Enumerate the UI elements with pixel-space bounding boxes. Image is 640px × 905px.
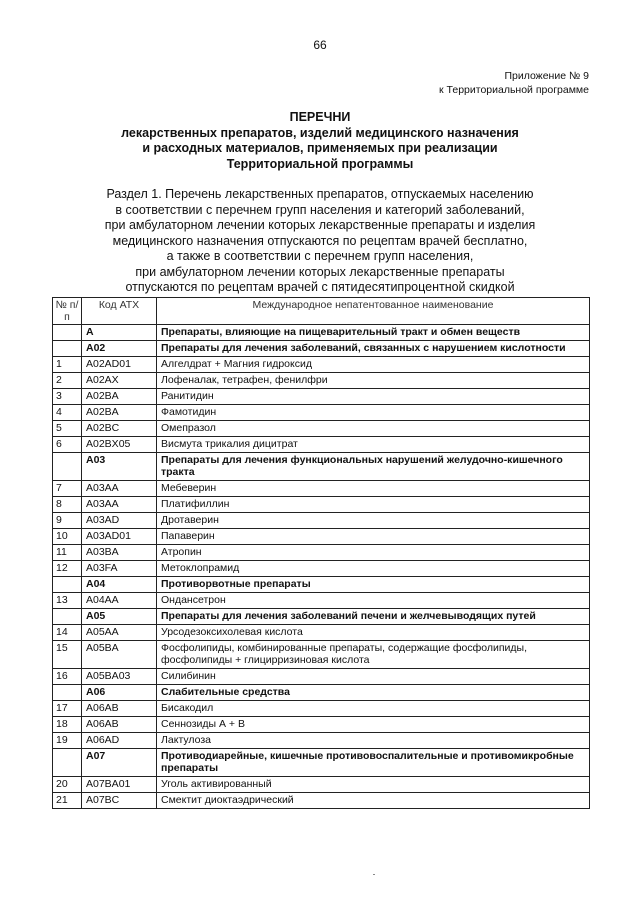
cell-inn-name: Фамотидин — [157, 405, 590, 421]
appendix-note — [439, 69, 589, 97]
section-line-2: в соответствии с перечнем групп населения и категорий заболеваний, — [115, 202, 525, 217]
table-row — [53, 793, 590, 809]
table-row — [53, 405, 590, 421]
table-row — [53, 389, 590, 405]
cell-atc-code: A07 — [82, 749, 157, 777]
cell-atc-code: A03 — [82, 453, 157, 481]
scan-speck — [373, 874, 375, 875]
table-group-row — [53, 341, 590, 357]
cell-inn-name: Смектит диоктаэдрический — [157, 793, 590, 809]
cell-atc-code: A04AA — [82, 593, 157, 609]
table-row — [53, 701, 590, 717]
cell-number: 11 — [53, 545, 82, 561]
header-inn-name: Международное непатентованное наименование — [157, 298, 590, 325]
cell-number: 4 — [53, 405, 82, 421]
cell-inn-name: Сеннозиды А + В — [157, 717, 590, 733]
cell-atc-code: A07BC — [82, 793, 157, 809]
title-line-2: лекарственных препаратов, изделий медицинского назначения — [121, 125, 519, 140]
title-line-1: ПЕРЕЧНИ — [289, 110, 351, 124]
appendix-line-2: к Территориальной программе — [439, 84, 589, 96]
table-row — [53, 733, 590, 749]
section-line-5: а также в соответствии с перечнем групп населения, — [166, 249, 474, 263]
cell-inn-name: Фосфолипиды, комбинированные препараты, содержащие фосфолипиды, фосфолипиды + глицирризиновая кислота — [157, 641, 590, 669]
section-line-1: Раздел 1. Перечень лекарственных препаратов, отпускаемых населению — [106, 187, 534, 201]
cell-inn-name: Лофеналак, тетрафен, фенилфри — [157, 373, 590, 389]
cell-atc-code: A03AD — [82, 513, 157, 529]
table-row — [53, 497, 590, 513]
cell-atc-code: A02AD01 — [82, 357, 157, 373]
cell-inn-name: Платифиллин — [157, 497, 590, 513]
table-row — [53, 625, 590, 641]
page-number: 66 — [313, 38, 327, 52]
cell-number: 17 — [53, 701, 82, 717]
cell-atc-code: A02BA — [82, 405, 157, 421]
cell-inn-name: Ондансетрон — [157, 593, 590, 609]
cell-inn-name: Метоклопрамид — [157, 561, 590, 577]
cell-atc-code: A03AA — [82, 481, 157, 497]
cell-inn-name: Мебеверин — [157, 481, 590, 497]
cell-inn-name: Слабительные средства — [157, 685, 590, 701]
cell-atc-code: A02 — [82, 341, 157, 357]
cell-number: 18 — [53, 717, 82, 733]
table-group-row — [53, 749, 590, 777]
table-header-row — [53, 298, 590, 325]
cell-number: 7 — [53, 481, 82, 497]
cell-atc-code: A06AB — [82, 717, 157, 733]
cell-inn-name: Препараты, влияющие на пищеварительный тракт и обмен веществ — [157, 325, 590, 341]
cell-number — [53, 685, 82, 701]
cell-inn-name: Бисакодил — [157, 701, 590, 717]
cell-number: 5 — [53, 421, 82, 437]
cell-inn-name: Лактулоза — [157, 733, 590, 749]
table-group-row — [53, 609, 590, 625]
cell-inn-name: Атропин — [157, 545, 590, 561]
title-line-3: и расходных материалов, применяемых при реализации — [142, 141, 498, 155]
cell-atc-code: A03BA — [82, 545, 157, 561]
cell-number: 3 — [53, 389, 82, 405]
cell-number: 9 — [53, 513, 82, 529]
table-group-row — [53, 577, 590, 593]
table-row — [53, 513, 590, 529]
cell-inn-name: Противодиарейные, кишечные противовоспалительные и противомикробные препараты — [157, 749, 590, 777]
appendix-line-1: Приложение № 9 — [504, 70, 589, 82]
cell-inn-name: Препараты для лечения заболеваний печени и желчевыводящих путей — [157, 609, 590, 625]
table-row — [53, 421, 590, 437]
section-line-7: отпускаются по рецептам врачей с пятидесятипроцентной скидкой — [125, 280, 515, 294]
table-body — [53, 325, 590, 809]
section-line-4: медицинского назначения отпускаются по рецептам врачей бесплатно, — [112, 233, 528, 248]
cell-inn-name: Папаверин — [157, 529, 590, 545]
cell-atc-code: A05BA — [82, 641, 157, 669]
drug-list-table — [52, 297, 590, 809]
cell-atc-code: A07BA01 — [82, 777, 157, 793]
cell-number: 6 — [53, 437, 82, 453]
cell-number — [53, 325, 82, 341]
cell-number: 2 — [53, 373, 82, 389]
table-group-row — [53, 325, 590, 341]
cell-number: 13 — [53, 593, 82, 609]
table-row — [53, 481, 590, 497]
cell-atc-code: A03AD01 — [82, 529, 157, 545]
cell-inn-name: Ранитидин — [157, 389, 590, 405]
cell-inn-name: Препараты для лечения функциональных нарушений желудочно-кишечного тракта — [157, 453, 590, 481]
table-row — [53, 529, 590, 545]
cell-atc-code: A06AB — [82, 701, 157, 717]
cell-atc-code: A05BA03 — [82, 669, 157, 685]
cell-atc-code: A03AA — [82, 497, 157, 513]
cell-number: 21 — [53, 793, 82, 809]
table-row — [53, 669, 590, 685]
cell-number: 10 — [53, 529, 82, 545]
cell-atc-code: A06AD — [82, 733, 157, 749]
table-row — [53, 561, 590, 577]
cell-atc-code: A05 — [82, 609, 157, 625]
cell-number: 12 — [53, 561, 82, 577]
cell-inn-name: Противорвотные препараты — [157, 577, 590, 593]
table-row — [53, 437, 590, 453]
cell-inn-name: Дротаверин — [157, 513, 590, 529]
cell-atc-code: A02BX05 — [82, 437, 157, 453]
cell-atc-code: A — [82, 325, 157, 341]
cell-inn-name: Урсодезоксихолевая кислота — [157, 625, 590, 641]
table-row — [53, 777, 590, 793]
cell-number: 14 — [53, 625, 82, 641]
cell-atc-code: A04 — [82, 577, 157, 593]
section-line-3: при амбулаторном лечении которых лекарственные препараты и изделия — [104, 218, 536, 232]
cell-inn-name: Висмута трикалия дицитрат — [157, 437, 590, 453]
table-row — [53, 373, 590, 389]
table-row — [53, 545, 590, 561]
cell-number: 15 — [53, 641, 82, 669]
cell-atc-code: A03FA — [82, 561, 157, 577]
section-heading — [60, 187, 580, 296]
table-group-row — [53, 685, 590, 701]
cell-number: 20 — [53, 777, 82, 793]
table-row — [53, 641, 590, 669]
header-atc-code: Код АТХ — [82, 298, 157, 325]
table-row — [53, 357, 590, 373]
cell-number — [53, 609, 82, 625]
cell-atc-code: A02AX — [82, 373, 157, 389]
cell-number — [53, 577, 82, 593]
cell-number: 19 — [53, 733, 82, 749]
table-row — [53, 717, 590, 733]
section-line-6: при амбулаторном лечении которых лекарственные препараты — [135, 264, 505, 279]
document-title — [60, 110, 580, 172]
cell-number — [53, 453, 82, 481]
header-number: № п/п — [53, 298, 82, 325]
cell-number — [53, 749, 82, 777]
cell-atc-code: A06 — [82, 685, 157, 701]
title-line-4: Территориальной программы — [226, 156, 414, 171]
cell-atc-code: A02BC — [82, 421, 157, 437]
table-row — [53, 593, 590, 609]
cell-inn-name: Уголь активированный — [157, 777, 590, 793]
cell-inn-name: Препараты для лечения заболеваний, связанных с нарушением кислотности — [157, 341, 590, 357]
cell-number — [53, 341, 82, 357]
cell-atc-code: A05AA — [82, 625, 157, 641]
cell-inn-name: Алгелдрат + Магния гидроксид — [157, 357, 590, 373]
cell-number: 8 — [53, 497, 82, 513]
table-group-row — [53, 453, 590, 481]
cell-number: 16 — [53, 669, 82, 685]
cell-inn-name: Силибинин — [157, 669, 590, 685]
cell-number: 1 — [53, 357, 82, 373]
cell-atc-code: A02BA — [82, 389, 157, 405]
cell-inn-name: Омепразол — [157, 421, 590, 437]
